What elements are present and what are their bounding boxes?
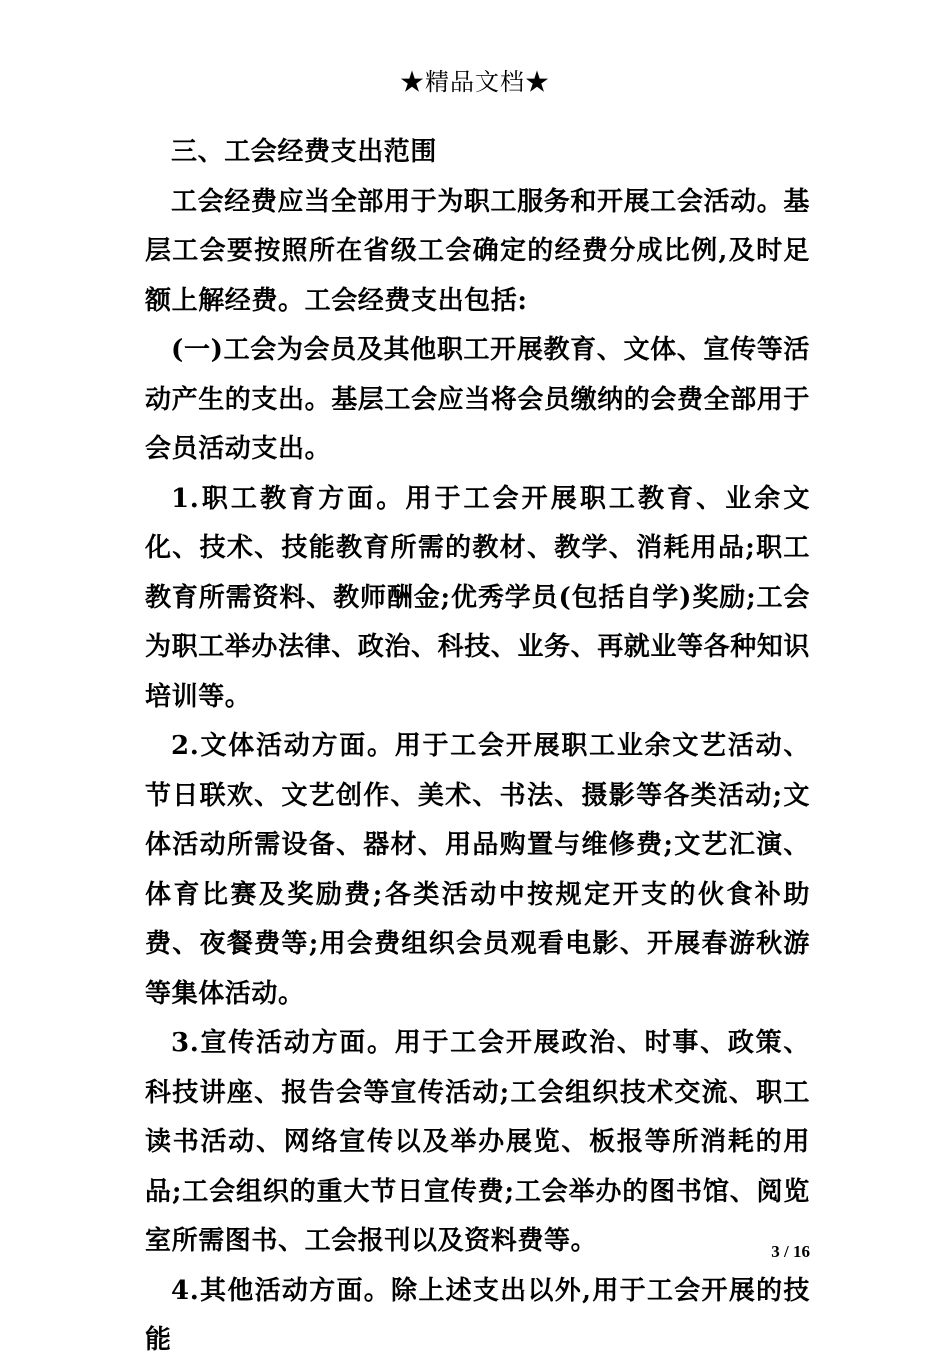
document-body: [145, 128, 810, 1366]
paragraph-sports-culture: 2.文体活动方面。用于工会开展职工业余文艺活动、节日联欢、文艺创作、美术、书法、摄影等各类活动;文体活动所需设备、器材、用品购置与维修费;文艺汇演、体育比赛及奖励费;各类活动中按规定开支的伙食补助费、夜餐费等;用会费组织会员观看电影、开展春游秋游等集体活动。: [145, 731, 810, 1009]
paragraph-item-1: (一)工会为会员及其他职工开展教育、文体、宣传等活动产生的支出。基层工会应当将会员缴纳的会费全部用于会员活动支出。: [145, 335, 811, 464]
page-header-title: ★精品文档★: [400, 68, 550, 96]
paragraph-publicity: 3.宣传活动方面。用于工会开展政治、时事、政策、科技讲座、报告会等宣传活动;工会组织技术交流、职工读书活动、网络宣传以及举办展览、板报等所消耗的用品;工会组织的重大节日宣传费;工会举办的图书馆、阅览室所需图书、工会报刊以及资料费等。: [145, 1028, 810, 1256]
paragraph-education: 1.职工教育方面。用于工会开展职工教育、业余文化、技术、技能教育所需的教材、教学、消耗用品;职工教育所需资料、教师酬金;优秀学员(包括自学)奖励;工会为职工举办法律、政治、科技、业务、再就业等各种知识培训等。: [145, 483, 811, 712]
paragraph-intro: 工会经费应当全部用于为职工服务和开展工会活动。基层工会要按照所在省级工会确定的经费分成比例,及时足额上解经费。工会经费支出包括:: [145, 186, 810, 316]
section-heading: 三、工会经费支出范围: [171, 137, 438, 167]
paragraph-other-activities: 4.其他活动方面。除上述支出以外,用于工会开展的技能: [145, 1275, 810, 1355]
page-number: 3 / 16: [771, 1242, 810, 1261]
